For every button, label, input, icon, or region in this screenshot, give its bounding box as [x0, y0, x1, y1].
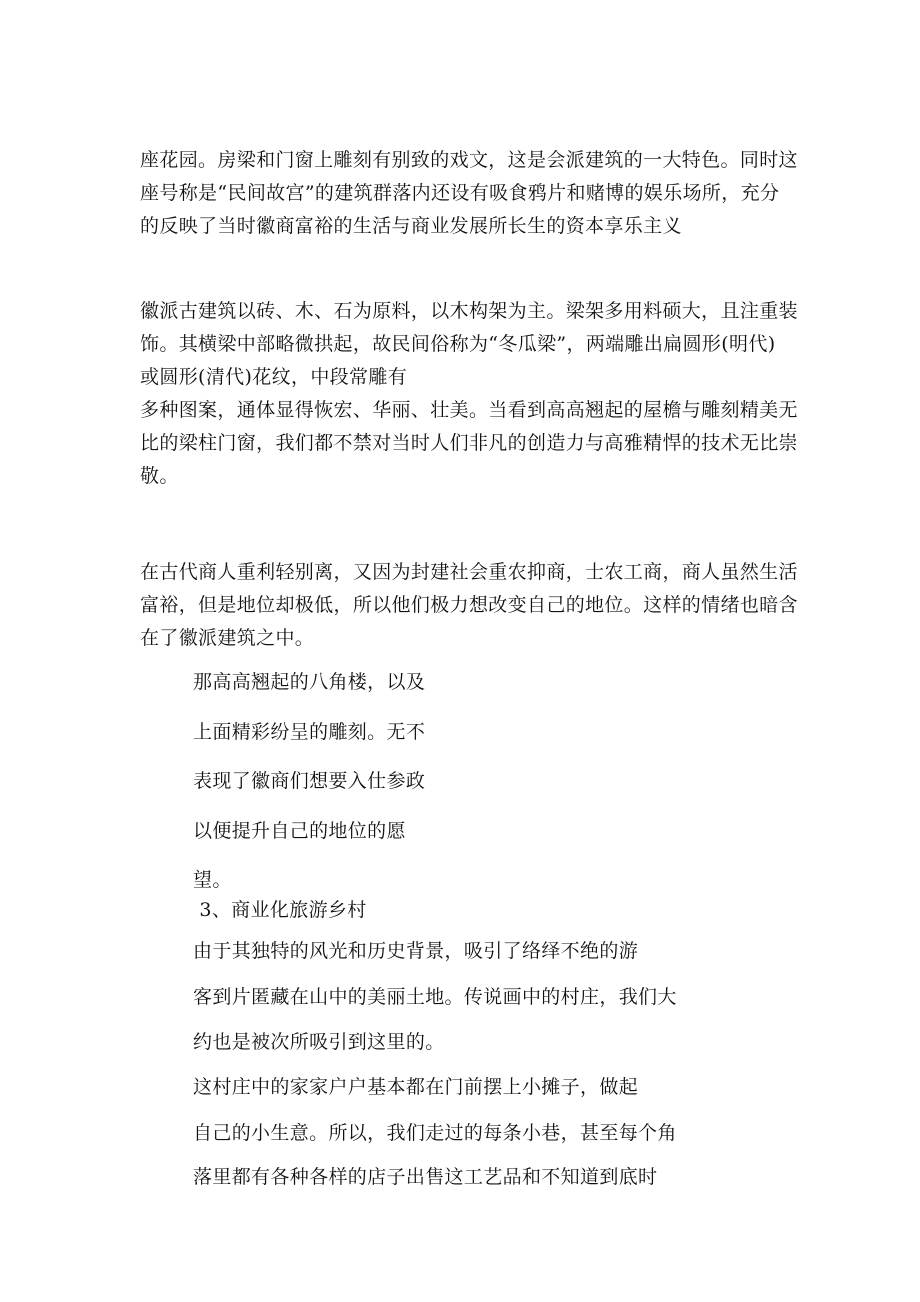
section-heading: 3、商业化旅游乡村 — [193, 899, 367, 921]
indented-line: 约也是被次所吸引到这里的。 — [193, 1031, 445, 1053]
text-line: 座号称是“民间故宫”的建筑群落内还设有吸食鸦片和赌博的娱乐场所，充分 — [140, 182, 780, 204]
indented-line: 落里都有各种各样的店子出售这工艺品和不知道到底时 — [193, 1166, 658, 1188]
text-line: 或圆形(清代)花纹，中段常雕有 — [140, 366, 408, 388]
text-line: 饰。其横梁中部略微拱起，故民间俗称为“冬瓜梁”，两端雕出扁圆形(明代) — [140, 333, 776, 355]
indented-line: 客到片匿藏在山中的美丽土地。传说画中的村庄，我们大 — [193, 986, 677, 1008]
text-line: 在古代商人重利轻别离，又因为封建社会重农抑商，士农工商，商人虽然生活 — [140, 561, 798, 583]
paragraph-huizhou-architecture — [140, 295, 798, 493]
paragraph-merchant-status — [140, 556, 798, 655]
text-line: 多种图案，通体显得恢宏、华丽、壮美。当看到高高翘起的屋檐与雕刻精美无 — [140, 399, 798, 421]
paragraph-garden-opera-carvings — [140, 144, 798, 243]
indented-line: 自己的小生意。所以，我们走过的每条小巷，甚至每个角 — [193, 1122, 677, 1144]
indented-line: 表现了徽商们想要入仕参政 — [193, 770, 426, 792]
indented-line: 这村庄中的家家户户基本都在门前摆上小摊子，做起 — [193, 1076, 639, 1098]
indented-line: 由于其独特的风光和历史背景，吸引了络绎不绝的游 — [193, 940, 639, 962]
indented-line: 那高高翘起的八角楼，以及 — [193, 671, 426, 693]
text-line: 的反映了当时徽商富裕的生活与商业发展所长生的资本享乐主义 — [140, 215, 682, 237]
indented-line: 上面精彩纷呈的雕刻。无不 — [193, 721, 426, 743]
indented-line: 望。 — [193, 869, 232, 891]
indented-line: 以便提升自己的地位的愿 — [193, 820, 406, 842]
text-line: 徽派古建筑以砖、木、石为原料，以木构架为主。梁架多用料硕大，且注重装 — [140, 300, 798, 322]
text-line: 比的梁柱门窗，我们都不禁对当时人们非凡的创造力与高雅精悍的技术无比崇 — [140, 432, 798, 454]
text-line: 在了徽派建筑之中。 — [140, 627, 315, 649]
text-line: 座花园。房梁和门窗上雕刻有别致的戏文，这是会派建筑的一大特色。同时这 — [140, 149, 798, 171]
text-line: 富裕，但是地位却极低，所以他们极力想改变自己的地位。这样的情绪也暗含 — [140, 594, 798, 616]
text-line: 敬。 — [140, 465, 179, 487]
